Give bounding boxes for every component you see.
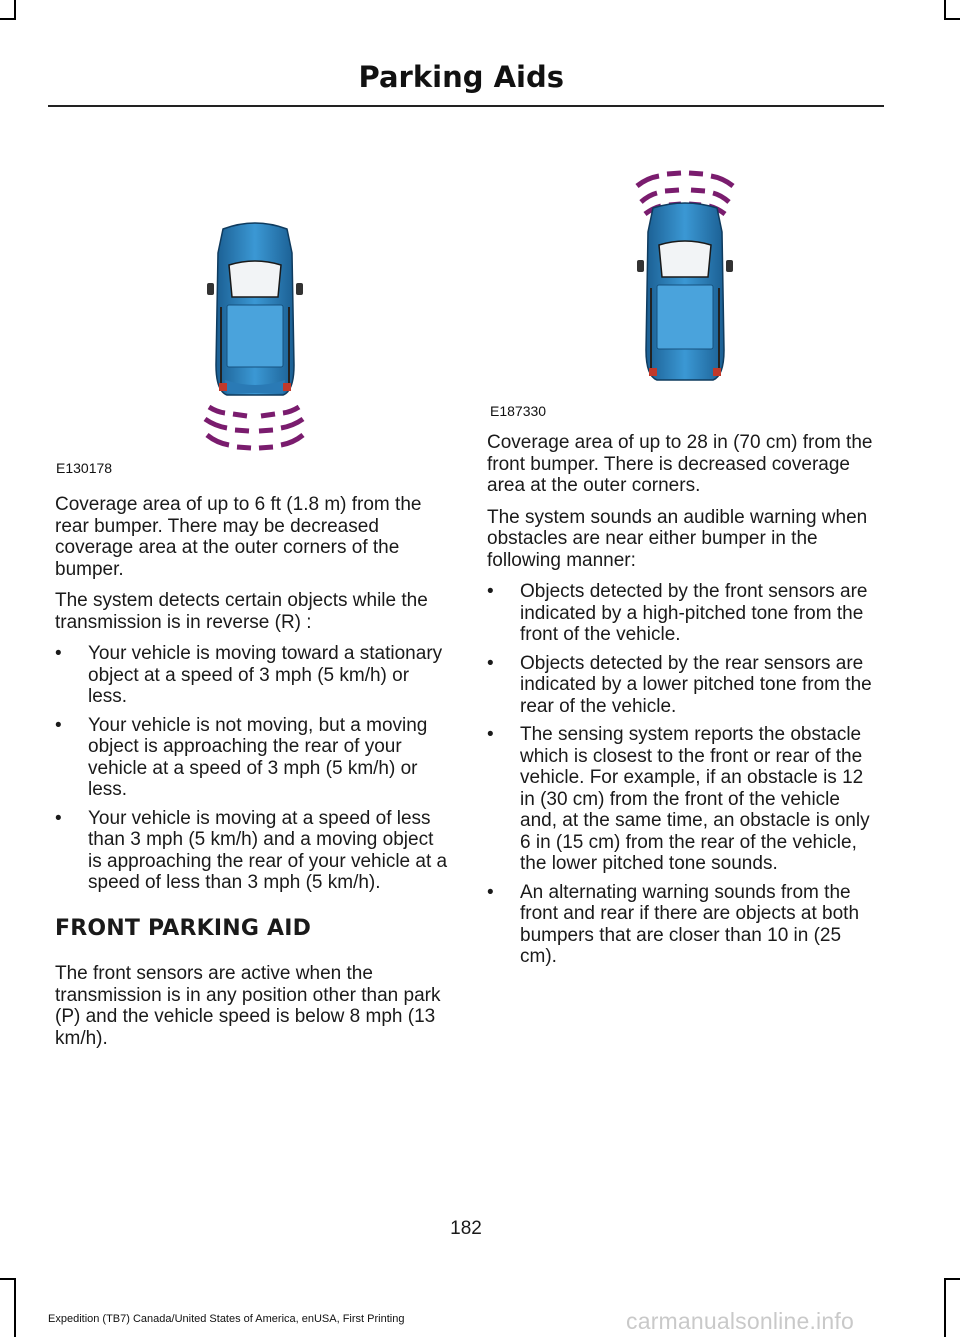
list-item (55, 715, 450, 801)
paragraph: The system sounds an audible warning when obstacles are near either bumper in the following manner: (487, 506, 868, 571)
paragraph: The front sensors are active when the transmission is in any position other than park (P) and the vehicle speed is below 8 mph (13 km/h). (55, 963, 441, 1049)
paragraph: The system detects certain objects while the transmission is in reverse (R) : (55, 590, 428, 633)
bullet-icon: • (55, 643, 62, 664)
list-item-text: Objects detected by the rear sensors are indicated by a lower pitched tone from the rear of the vehicle. (520, 652, 872, 717)
bullet-icon: • (55, 807, 62, 829)
crop-mark (14, 0, 16, 18)
crop-mark (944, 1278, 946, 1337)
page-title: Parking Aids (358, 60, 564, 94)
header-divider (48, 105, 884, 107)
list-item (55, 643, 450, 708)
car-rear-sensor-icon (195, 215, 315, 460)
section-heading: FRONT PARKING AID (55, 915, 312, 941)
list-item (487, 653, 882, 718)
bullet-icon: • (55, 714, 62, 736)
paragraph: Coverage area of up to 28 in (70 cm) from the front bumper. There is decreased coverage area at the outer corners. (487, 432, 873, 496)
paragraph: Coverage area of up to 6 ft (1.8 m) from the rear bumper. There may be decreased coverage area at the outer corners of the bumper. (55, 494, 422, 580)
bullet-icon: • (487, 881, 494, 903)
bullet-list (487, 581, 882, 968)
list-item-text: The sensing system reports the obstacle which is closest to the front or rear of the vehicle. For example, if an obstacle is 12 in (30 cm) from the front of the vehicle and, at the same time, an obstacle is only 6 in (15 cm) from the rear of the vehicle, the lower pitched tone sounds. (520, 724, 870, 874)
figure-code: E130178 (56, 460, 113, 476)
list-item (487, 581, 882, 646)
car-front-sensor-icon (625, 150, 745, 390)
watermark: carmanualsonline.info (626, 1308, 854, 1334)
crop-mark (944, 1278, 960, 1280)
crop-mark (944, 18, 960, 20)
figure-code: E187330 (490, 403, 547, 419)
footer-text: Expedition (TB7) Canada/United States of America, enUSA, First Printing (48, 1313, 405, 1325)
page-number: 182 (450, 1218, 482, 1239)
list-item-text: Your vehicle is moving at a speed of less than 3 mph (5 km/h) and a moving object is approaching the rear of your vehicle at a speed of less than 3 mph (5 km/h). (88, 807, 448, 893)
crop-mark (944, 0, 946, 18)
bullet-icon: • (487, 724, 494, 745)
crop-mark (0, 18, 16, 20)
bullet-list (55, 643, 450, 894)
list-item (487, 724, 882, 875)
list-item-text: Objects detected by the front sensors are indicated by a high-pitched tone from the front of the vehicle. (520, 581, 868, 645)
list-item-text: Your vehicle is not moving, but a moving object is approaching the rear of your vehicle at a speed of 3 mph (5 km/h) or less. (88, 714, 428, 800)
list-item (55, 808, 450, 894)
left-column (55, 494, 450, 1059)
crop-mark (14, 1278, 16, 1337)
list-item (487, 882, 882, 968)
list-item-text: An alternating warning sounds from the front and rear if there are objects at both bumpers that are closer than 10 in (25 cm). (520, 881, 860, 967)
list-item-text: Your vehicle is moving toward a stationary object at a speed of 3 mph (5 km/h) or less. (88, 643, 443, 707)
right-column (487, 432, 882, 978)
bullet-icon: • (487, 652, 494, 674)
bullet-icon: • (487, 581, 494, 602)
